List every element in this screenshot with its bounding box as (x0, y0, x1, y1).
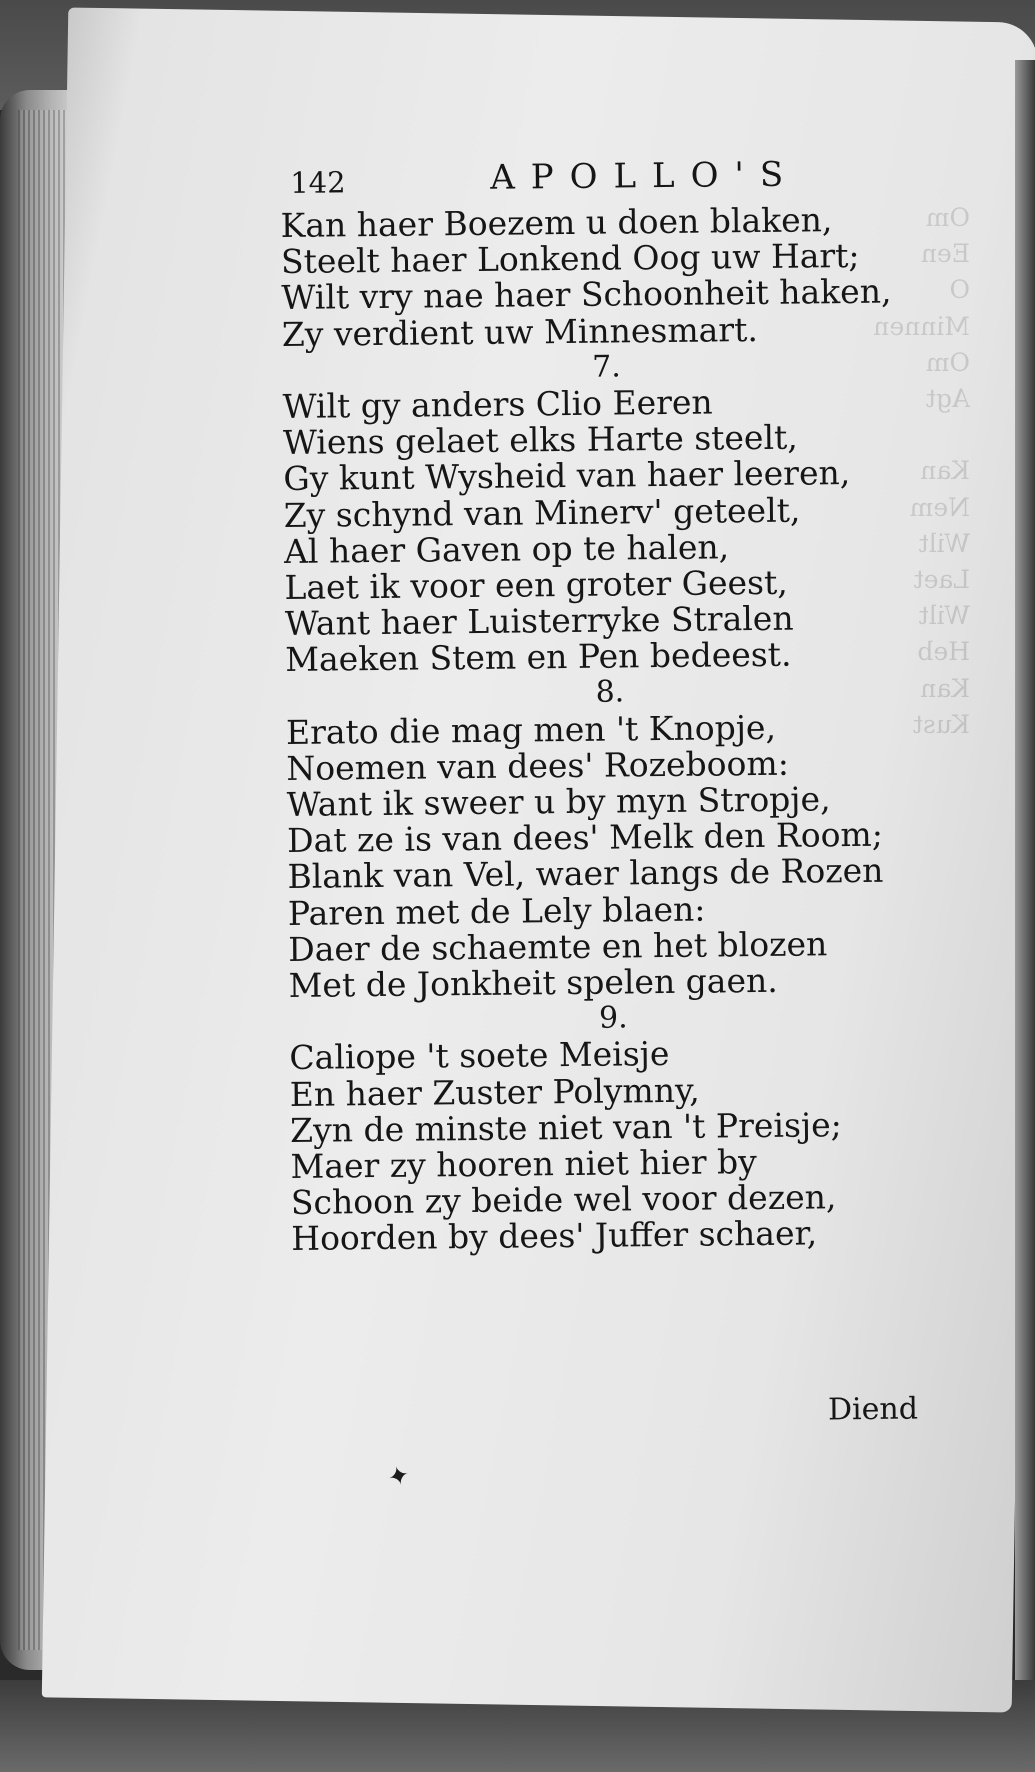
verse-line: Maer zy hooren niet hier by (290, 1141, 757, 1186)
verse-line: En haer Zuster Polymny, (289, 1070, 700, 1114)
book-right-edge (1015, 60, 1035, 1680)
stanza-number: 9. (598, 1000, 628, 1036)
page-number: 142 (290, 165, 346, 200)
verse-line: Want haer Luisterryke Stralen (284, 598, 794, 644)
printer-ornament-icon: ✦ (384, 1459, 414, 1495)
verse-line: Zy verdient uw Minnesmart. (281, 309, 759, 354)
page-text (280, 153, 991, 1258)
verse-line: Caliope 't soete Meisje (289, 1034, 670, 1078)
show-through-text: Om Een O Minnen Om Agt Kan Nem Wilt Laet Wilt Heb Kan Kust (873, 203, 970, 739)
verse-line: Hoorden by dees' Juffer schaer, (291, 1213, 818, 1259)
page-header (290, 153, 980, 208)
verse-line: Daer de schaemte en het blozen (288, 924, 828, 969)
stanza-number: 7. (592, 349, 621, 385)
stanza-number: 8. (595, 674, 625, 711)
verse-line: Want ik sweer u by myn Stropje, (286, 779, 831, 824)
verse-line: Met de Jonkheit spelen gaen. (288, 960, 778, 1005)
verse-line: Zyn de minste niet van 't Preisje; (289, 1104, 842, 1150)
verse-line: Schoon zy beide wel voor dezen, (290, 1177, 837, 1223)
verse-line: Al haer Gaven op te halen, (283, 527, 730, 571)
verse-line: Zy schynd van Minerv' geteelt, (283, 490, 801, 535)
running-title: APOLLO'S (489, 154, 800, 198)
catchword: Diend (827, 1391, 919, 1428)
verse-line: Wilt gy anders Clio Eeren (282, 382, 713, 426)
verse-line: Maeken Stem en Pen bedeest. (285, 634, 792, 680)
verse-line: Wiens gelaet elks Harte steelt, (282, 417, 798, 463)
verse-line: Paren met de Lely blaen: (287, 889, 706, 933)
verse-line: Erato die mag men 't Knopje, (285, 707, 777, 752)
verse-line: Wilt vry nae haer Schoonheit haken, (281, 271, 892, 318)
verse-line: Dat ze is van dees' Melk den Room; (286, 814, 884, 861)
stanza (285, 671, 988, 1004)
verse-line: Laet ik voor een groter Geest, (284, 562, 788, 607)
verse-line: Blank van Vel, waer langs de Rozen (287, 851, 884, 897)
verse-line: Noemen van dees' Rozeboom: (286, 743, 790, 788)
verse-line: Steelt haer Lonkend Oog uw Hart; (280, 236, 860, 282)
stanza (282, 345, 985, 678)
stanza (281, 201, 982, 353)
verse-line: Kan haer Boezem u doen blaken, (280, 200, 833, 245)
verse-line: Gy kunt Wysheid van haer leeren, (283, 453, 851, 499)
stanza (289, 997, 992, 1258)
